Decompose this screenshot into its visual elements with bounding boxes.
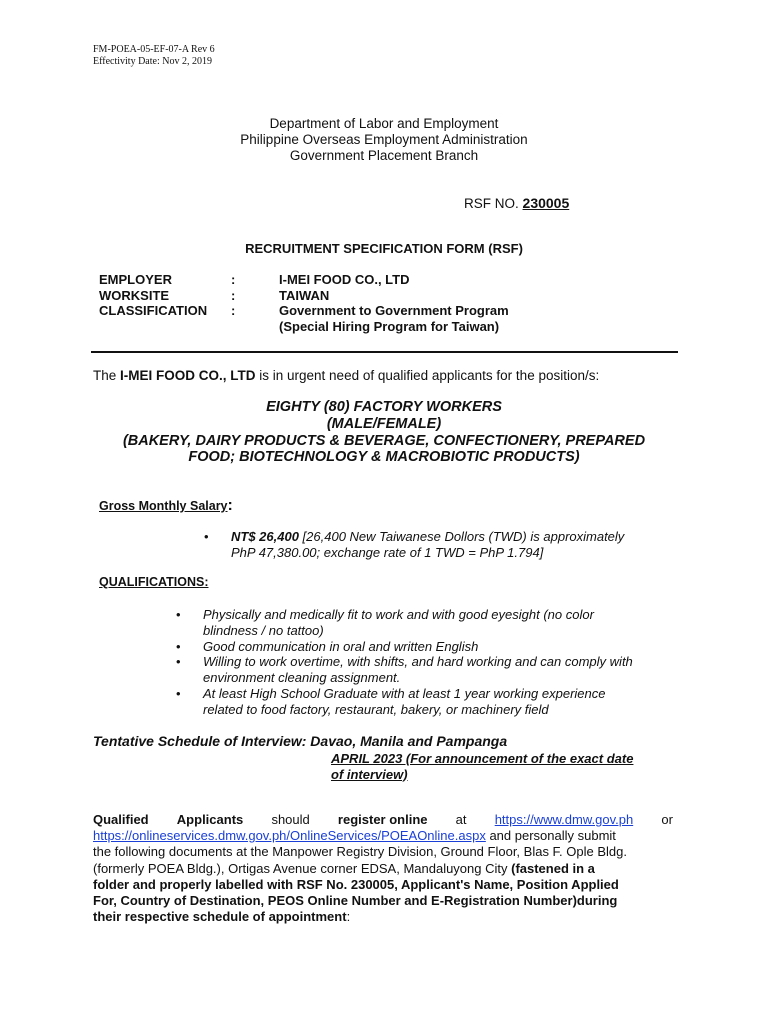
salary-heading (99, 497, 233, 515)
qualification-line: Willing to work overtime, with shifts, and hard working and can comply with (203, 654, 633, 670)
rsf-number-line (464, 195, 569, 211)
instr-text-bold: their respective schedule of appointment (93, 909, 347, 925)
instr-word: or (661, 812, 673, 827)
bullet-icon: • (176, 638, 181, 654)
schedule-date-line-1: APRIL 2023 (For announcement of the exact date (331, 751, 634, 766)
list-item (176, 638, 683, 655)
classification-colon: : (231, 303, 236, 319)
form-code: FM-POEA-05-EF-07-A Rev 6 (93, 44, 215, 55)
intro-employer: I-MEI FOOD CO., LTD (120, 368, 256, 383)
schedule-date-line-2: of interview) (331, 766, 408, 782)
rsf-number: 230005 (522, 195, 570, 211)
qualification-line: At least High School Graduate with at least 1 year working experience (203, 685, 606, 701)
qualification-line: environment cleaning assignment. (203, 670, 401, 686)
qualifications-list (176, 607, 683, 718)
list-item (176, 685, 683, 718)
position-title (0, 399, 768, 466)
form-code-block (93, 44, 215, 67)
qualification-line: related to food factory, restaurant, bakery, or machinery field (203, 701, 549, 717)
form-title: RECRUITMENT SPECIFICATION FORM (RSF) (245, 241, 523, 256)
list-item (176, 654, 683, 686)
agency-administration: Philippine Overseas Employment Administration (240, 132, 528, 147)
bullet-icon: • (176, 607, 181, 622)
worksite-label: WORKSITE (99, 287, 170, 303)
salary-amount: NT$ 26,400 (231, 529, 299, 544)
instr-word: Qualified (93, 812, 149, 827)
classification-value-2: (Special Hiring Program for Taiwan) (279, 319, 500, 335)
interview-schedule-heading: Tentative Schedule of Interview: Davao, Manila and Pampanga (93, 733, 508, 749)
salary-detail-1: [26,400 New Taiwanese Dollors (TWD) is approximately (298, 529, 625, 544)
salary-list (204, 529, 691, 561)
position-line-3: (BAKERY, DAIRY PRODUCTS & BEVERAGE, CONFECTIONERY, PREPARED (122, 432, 646, 449)
instr-text: (formerly POEA Bldg.), Ortigas Avenue corner EDSA, Mandaluyong City (93, 860, 512, 876)
instructions-line-3: the following documents at the Manpower Registry Division, Ground Floor, Blas F. Ople Bldg. (93, 844, 627, 860)
instructions-line-6: For, Country of Destination, PEOS Online Number and E-Registration Number)during (93, 893, 618, 909)
agency-header (0, 116, 768, 164)
effectivity-date: Effectivity Date: Nov 2, 2019 (93, 55, 212, 67)
salary-item (204, 529, 691, 561)
dmw-website-link[interactable]: https://www.dmw.gov.ph (494, 812, 634, 827)
qualification-line: Good communication in oral and written English (203, 638, 479, 654)
instructions-line-2 (93, 828, 673, 844)
instructions-line-7 (93, 909, 673, 925)
instr-word: should (271, 812, 310, 827)
agency-department: Department of Labor and Employment (269, 116, 499, 131)
employer-colon: : (231, 272, 236, 287)
intro-post: is in urgent need of qualified applicants for the position/s: (255, 368, 600, 383)
instr-text-bold: (fastened in a (511, 860, 595, 876)
instr-word: at (455, 812, 467, 827)
agency-branch: Government Placement Branch (289, 148, 479, 163)
intro-sentence (93, 368, 599, 383)
salary-heading-text: Gross Monthly Salary (99, 499, 228, 513)
salary-heading-colon: : (227, 497, 233, 514)
section-divider (91, 351, 678, 353)
position-line-1: EIGHTY (80) FACTORY WORKERS (266, 399, 502, 415)
rsf-number-label: RSF NO. (464, 196, 519, 211)
interview-schedule-date (331, 751, 633, 782)
qualification-line: Physically and medically fit to work and with good eyesight (no color (203, 607, 594, 622)
position-line-4: FOOD; BIOTECHNOLOGY & MACROBIOTIC PRODUCTS) (188, 449, 580, 466)
employer-label: EMPLOYER (99, 272, 172, 287)
qualifications-heading: QUALIFICATIONS: (99, 575, 209, 589)
worksite-value: TAIWAN (279, 287, 330, 303)
worksite-colon: : (231, 287, 236, 303)
application-instructions (93, 812, 673, 925)
employer-value: I-MEI FOOD CO., LTD (279, 272, 410, 287)
classification-label: CLASSIFICATION (99, 303, 208, 319)
instructions-line-5: folder and properly labelled with RSF No. 230005, Applicant's Name, Position Applied (93, 876, 619, 892)
bullet-icon: • (176, 654, 181, 670)
instr-word: register online (337, 812, 428, 827)
instr-text: and personally submit (485, 828, 616, 844)
bullet-icon: • (204, 529, 209, 544)
classification-value: Government to Government Program (279, 303, 509, 319)
instructions-line-4 (93, 861, 673, 877)
intro-pre: The (93, 368, 121, 383)
position-line-2: (MALE/FEMALE) (326, 415, 442, 432)
instructions-line-1 (93, 812, 673, 828)
salary-detail-2: PhP 47,380.00; exchange rate of 1 TWD = PhP 1.794] (231, 544, 544, 560)
qualification-line: blindness / no tattoo) (203, 622, 324, 638)
instr-word: Applicants (176, 812, 244, 827)
list-item (176, 607, 683, 639)
poea-online-services-link[interactable]: https://onlineservices.dmw.gov.ph/OnlineServices/POEAOnline.aspx (93, 828, 486, 844)
instr-text: : (346, 909, 351, 925)
bullet-icon: • (176, 685, 181, 701)
